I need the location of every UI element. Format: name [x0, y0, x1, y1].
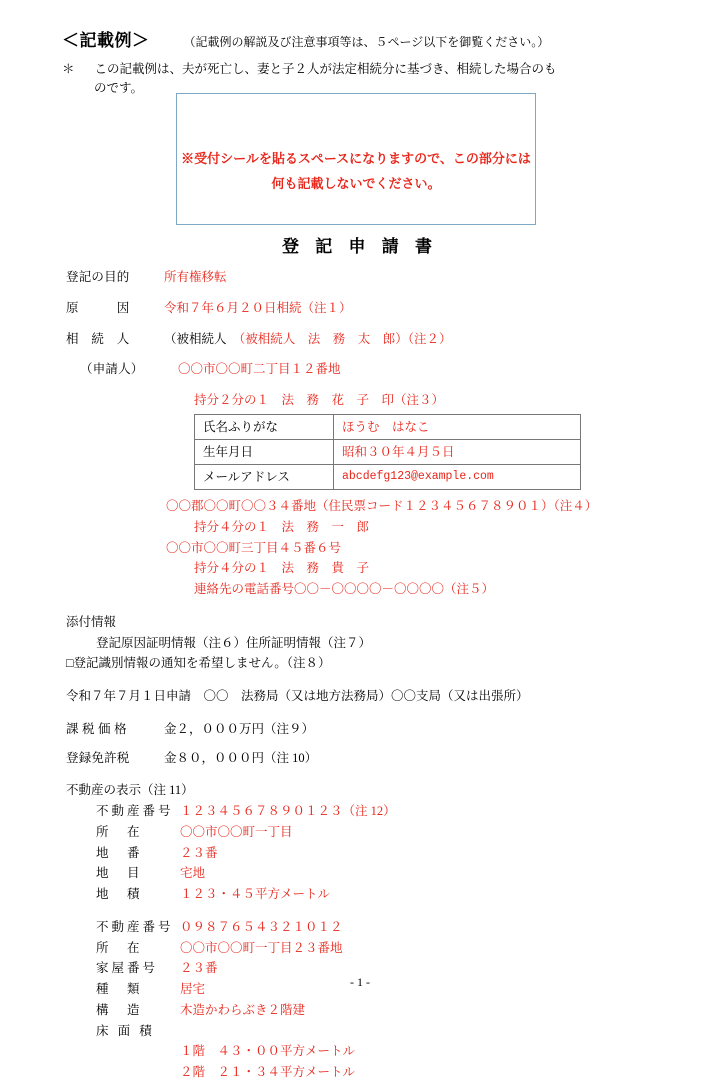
field-license-tax-amount: 金８０，０００円（注 10）: [164, 750, 318, 765]
table-cell-value-email: abcdefg123@example.com: [334, 465, 581, 490]
table-row: [195, 465, 581, 490]
field-tax-value-label: 課 税 価 格: [66, 721, 127, 736]
property-land-label: 地 目: [96, 866, 143, 881]
property-building-value: ２３番: [180, 961, 218, 976]
property-land-value: 宅地: [180, 866, 206, 881]
property-land-label: 不動産番号: [96, 804, 174, 819]
header-row: [62, 26, 680, 51]
attachments-line2: □登記識別情報の通知を希望しません。（注８）: [66, 656, 331, 671]
property-building-row: [96, 1001, 686, 1020]
field-heir3-address: 〇〇市〇〇町三丁目４５番６号: [166, 540, 342, 555]
property-building-value: １階 ４３・００平方メートル: [180, 1044, 356, 1059]
attachments-section: [66, 613, 686, 673]
property-building-value: 〇〇市〇〇町一丁目２３番地: [180, 940, 343, 955]
property-building-value: ０９８７６５４３２１０１２: [180, 919, 343, 934]
property-building-row: [96, 1063, 686, 1082]
property-land-value: 〇〇市〇〇町一丁目: [180, 824, 293, 839]
property-land-row: [96, 844, 686, 863]
property-building-row: [96, 939, 686, 958]
property-title: 不動産の表示（注 11）: [66, 783, 194, 798]
property-building-value: ２階 ２１・３４平方メートル: [180, 1065, 356, 1080]
property-building-label: 家屋番号: [96, 961, 159, 976]
field-heir2-share: 持分４分の１ 法 務 一 郎: [194, 519, 370, 534]
property-land-value: ２３番: [180, 845, 218, 860]
property-land-row: [96, 885, 686, 904]
star-note-line2: のです。: [94, 81, 144, 96]
property-building-label: 床 面 積: [96, 1023, 155, 1038]
field-license-tax: [66, 749, 686, 768]
receipt-seal-box: [176, 93, 536, 225]
field-tax-value-amount: 金２，０００万円（注９）: [164, 721, 315, 736]
field-heir-value: （被相続人 （被相続人 法 務 太 郎）（注２）: [164, 331, 452, 346]
asterisk-icon: ＊: [62, 62, 75, 76]
field-contact-tel: 連絡先の電話番号〇〇－〇〇〇〇－〇〇〇〇（注５）: [194, 582, 495, 597]
table-row: [195, 414, 581, 439]
property-building-value: 木造かわらぶき２階建: [180, 1002, 306, 1017]
field-purpose-label: 登記の目的: [66, 270, 130, 284]
property-building-row: [96, 1042, 686, 1061]
property-building-label: 種 類: [96, 982, 143, 997]
field-cause-value: 令和７年６月２０日相続（注１）: [164, 300, 352, 315]
field-purpose: [66, 268, 686, 287]
seal-box-text: [177, 146, 535, 197]
applicant-info-table: [194, 414, 581, 490]
field-tax-value: [66, 720, 686, 739]
document-title: 登 記 申 請 書: [282, 237, 438, 256]
property-spacer: [66, 906, 686, 918]
document-body: [66, 268, 686, 1084]
header-note: （記載例の解説及び注意事項等は、５ページ以下を御覧ください。）: [183, 35, 550, 49]
star-note-line1: [62, 60, 680, 79]
table-cell-value: ほうむ はなこ: [334, 414, 581, 439]
property-building-label: 構 造: [96, 1002, 143, 1017]
property-building-row: [96, 1022, 686, 1041]
field-heir: [66, 330, 686, 349]
field-heir3-share: 持分４分の１ 法 務 貴 子: [194, 561, 370, 576]
field-heir-label: 相 続 人: [66, 331, 130, 346]
property-land-row: [96, 864, 686, 883]
seal-box-line2: 何も記載しないでください。: [271, 176, 441, 192]
field-applicant-address: 〇〇市〇〇町二丁目１２番地: [178, 362, 341, 377]
table-cell-value: 昭和３０年４月５日: [334, 439, 581, 464]
property-land-value: １２３４５６７８９０１２３（注 12）: [180, 804, 396, 819]
field-cause-label: 原 因: [66, 300, 130, 315]
field-heir2-address: 〇〇郡〇〇町〇〇３４番地（住民票コード１２３４５６７８９０１）（注４）: [166, 499, 598, 514]
page-number: - 1 -: [350, 975, 370, 989]
table-cell-key: 生年月日: [195, 439, 334, 464]
table-cell-key: メールアドレス: [195, 465, 334, 490]
property-land-row: [96, 823, 686, 842]
property-building-label: 所 在: [96, 940, 143, 955]
property-section: [66, 781, 686, 1082]
field-applicant-share: 持分２分の１ 法 務 花 子 印（注３）: [194, 393, 445, 407]
property-building-value: 居宅: [180, 982, 206, 997]
field-applicant-label: （申請人）: [80, 362, 144, 377]
property-land-value: １２３・４５平方メートル: [180, 887, 331, 902]
property-land-label: 地 番: [96, 845, 143, 860]
property-land-row: [96, 802, 686, 821]
filing-line: 令和７年７月１日申請 〇〇 法務局（又は地方法務局）〇〇支局（又は出張所）: [66, 689, 529, 704]
attachments-title: 添付情報: [66, 614, 117, 629]
property-land-label: 地 積: [96, 887, 143, 902]
star-note-text1: この記載例は、夫が死亡し、妻と子２人が法定相続分に基づき、相続した場合のも: [94, 62, 557, 76]
page-title: ＜記載例＞: [62, 31, 150, 50]
field-cause: [66, 299, 686, 318]
property-building-label: 不動産番号: [96, 919, 174, 934]
field-purpose-value: 所有権移転: [164, 270, 227, 284]
table-row: [195, 439, 581, 464]
attachments-line1: 登記原因証明情報（注６）住所証明情報（注７）: [96, 635, 372, 650]
field-license-tax-label: 登録免許税: [66, 750, 130, 765]
table-cell-key: 氏名ふりがな: [195, 414, 334, 439]
property-land-label: 所 在: [96, 824, 143, 839]
field-applicant: [66, 360, 686, 379]
property-building-row: [96, 918, 686, 937]
seal-box-line1: ※受付シールを貼るスペースになりますので、この部分には: [181, 151, 531, 166]
